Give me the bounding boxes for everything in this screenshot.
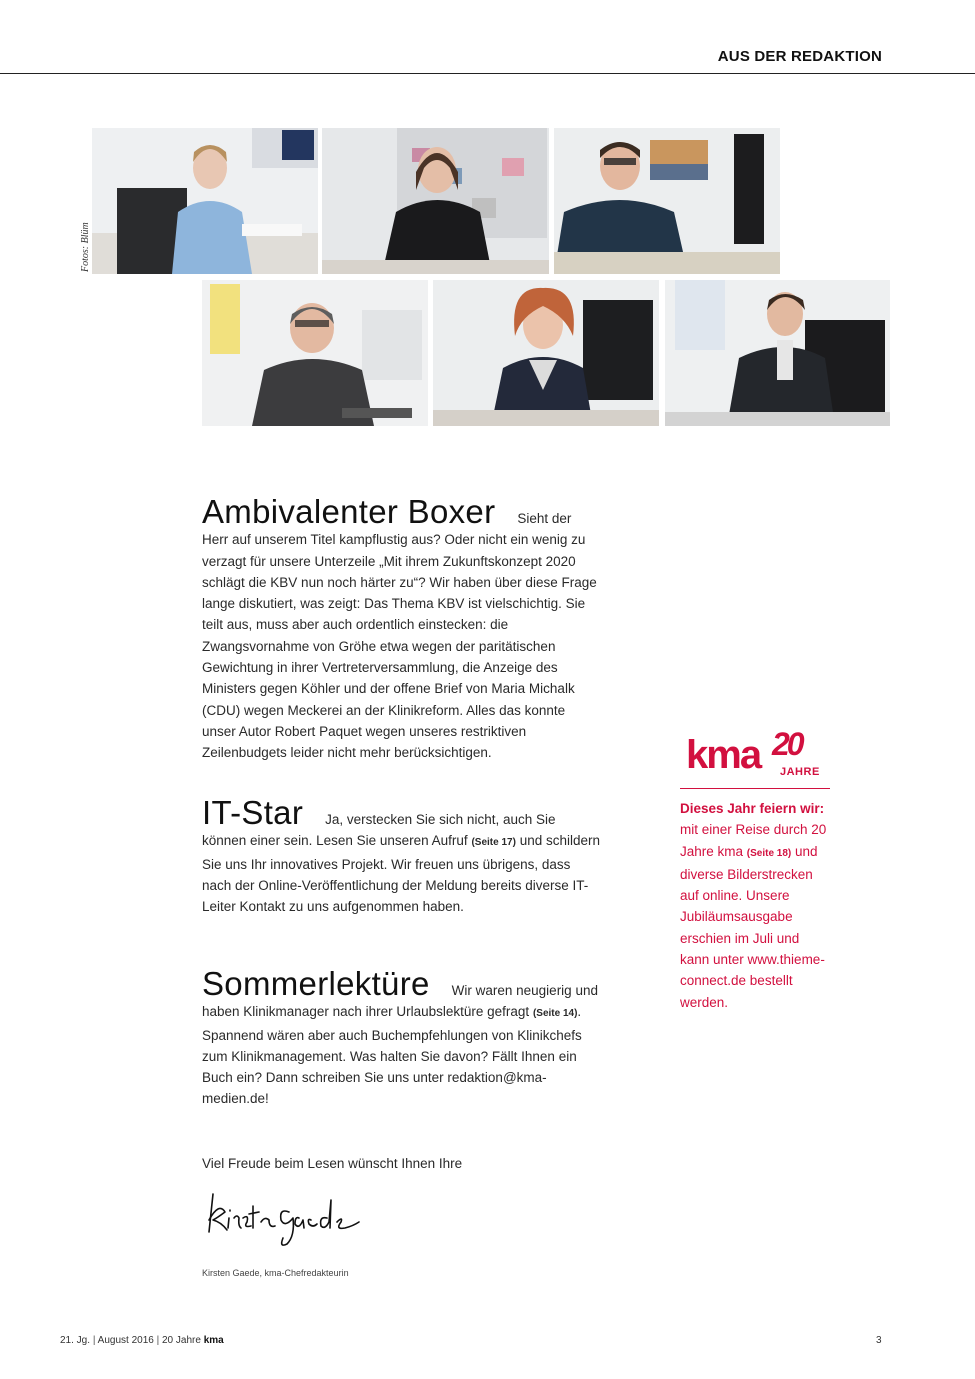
logo-word: kma [686, 733, 761, 777]
logo-underline [680, 788, 830, 789]
page-reference: (Seite 18) [746, 847, 792, 859]
header-divider [0, 73, 975, 74]
section-heading: Sommerlektüre [202, 965, 430, 1002]
photo-editor-6 [665, 280, 890, 426]
sidebar-lead: Dieses Jahr feiern wir: [680, 801, 825, 816]
closing-greeting: Viel Freude beim Lesen wünscht Ihnen Ihre [202, 1156, 463, 1171]
editorial-section-sommerlektuere [202, 965, 600, 1110]
footer-separator: | [156, 1335, 160, 1346]
footer-separator: | [92, 1335, 96, 1346]
photo-editor-4 [202, 280, 428, 426]
sidebar-body: mit einer Reise durch 20 Jahre kma [680, 822, 827, 859]
footer-brand: kma [203, 1335, 224, 1346]
logo-number: 20 [772, 726, 802, 762]
logo-jahre: JAHRE [780, 766, 820, 778]
photo-credit: Fotos: Blüm [80, 222, 91, 272]
sidebar-text [680, 798, 830, 1013]
photo-editor-1 [92, 128, 318, 274]
editorial-section-boxer [202, 493, 600, 764]
handwritten-signature [203, 1186, 383, 1252]
section-heading: Ambivalenter Boxer [202, 493, 496, 530]
footer-anniversary: 20 Jahre [162, 1335, 201, 1346]
section-body: Sieht der Herr auf unserem Titel kampflustig aus? Oder nicht ein wenig zu verzagt für unsere Unterzeile „Mit ihrem Zukunftskonzept 2020 schlägt die KBV nun noch härter zu“? Wir haben über diese Frage lange diskutiert, was zeigt: Das Thema KBV ist vielschichtig. Sie teilt aus, muss aber auch ordentlich einstecken: die Zwangsvornahme von Gröhe etwa wegen der paritätischen Gewichtung in ihrer Vertreterversammlung, die Anzeige des Ministers gegen Köhler und der offene Brief von Maria Michalk (CDU) wegen Meckerei an der Klinikreform. Alles das konnte unser Autor Robert Paquet wegen unseres restriktiven Zeilenbudgets leider nicht mehr berücksichtigen. [202, 511, 597, 761]
footer-volume: 21. Jg. [60, 1335, 91, 1346]
signature-name: Kirsten Gaede, kma-Chefredakteurin [202, 1268, 349, 1278]
anniversary-sidebar [680, 726, 830, 1013]
section-body: Ja, verstecken Sie sich nicht, auch Sie können einer sein. Lesen Sie unseren Aufruf [202, 812, 556, 849]
kma-20-jahre-logo [680, 726, 830, 792]
section-body-continued: . Spannend wären aber auch Buchempfehlungen von Klinikchefs zum Klinikmanagement. Was halten Sie davon? Fällt Ihnen ein Buch ein? Dann schreiben Sie uns unter redaktion@kma-medien.de! [202, 1004, 582, 1107]
section-label: AUS DER REDAKTION [717, 48, 882, 65]
footer-issue: August 2016 [97, 1335, 154, 1346]
sidebar-body-continued: und diverse Bilderstrecken auf online. Unsere Jubiläumsausgabe erschien im Juli und kann unter www.thieme-connect.de bestellt werden. [680, 843, 825, 1010]
page-footer [60, 1335, 224, 1346]
page-reference: (Seite 14) [532, 1008, 578, 1020]
section-body: Wir waren neugierig und haben Klinikmanager nach ihrer Urlaubslektüre gefragt [202, 983, 598, 1020]
photo-editor-3 [554, 128, 780, 274]
page-number: 3 [876, 1335, 882, 1346]
photo-editor-5 [433, 280, 659, 426]
page-reference: (Seite 17) [471, 837, 516, 849]
section-body-continued: und schildern Sie uns Ihr innovatives Projekt. Wir freuen uns übrigens, dass nach der Online-Veröffentlichung der Meldung bereits diverse IT-Leiter Kontakt zu uns aufgenommen haben. [202, 833, 600, 915]
editorial-section-it-star [202, 794, 600, 917]
photo-editor-2 [322, 128, 549, 274]
section-heading: IT-Star [202, 794, 304, 831]
